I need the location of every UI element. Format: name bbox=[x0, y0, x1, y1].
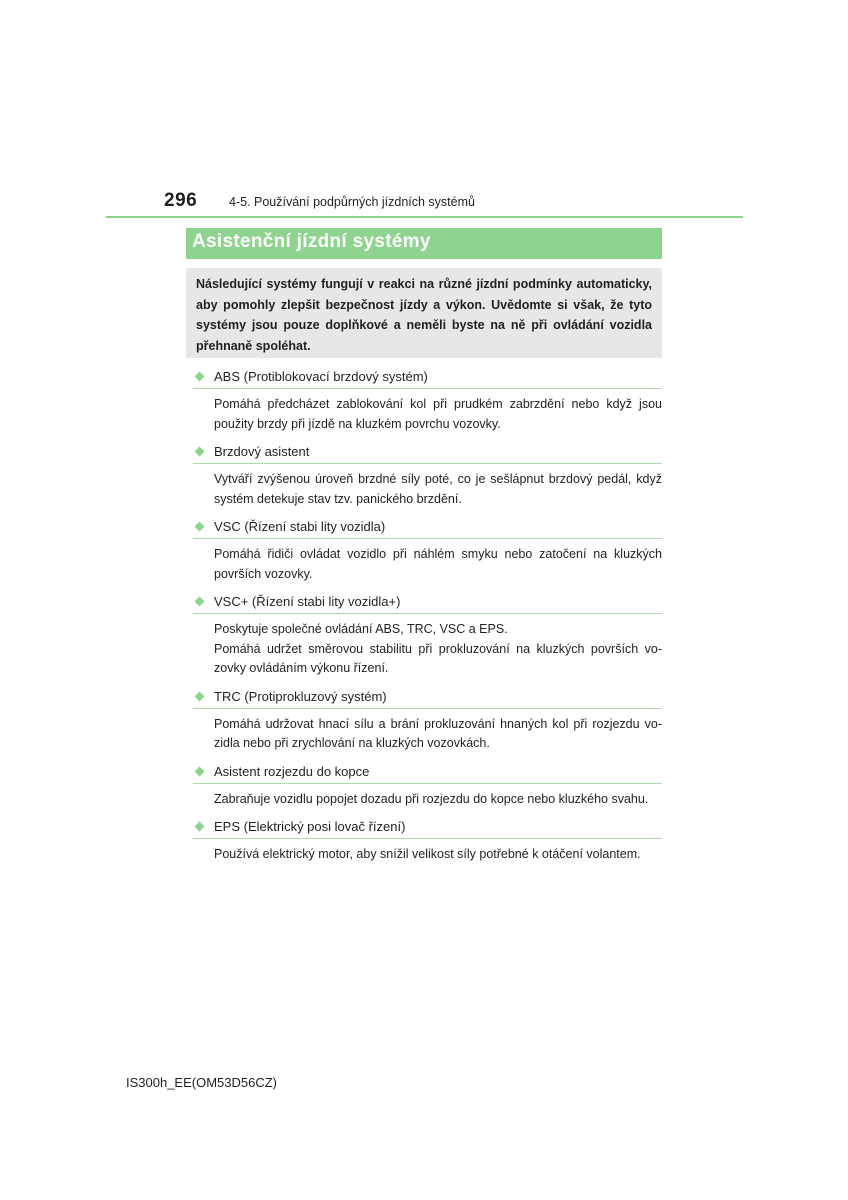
item-title: Asistent rozjezdu do kopce bbox=[214, 763, 370, 779]
intro-box: Následující systémy fungují v reakci na různé jízdní podmínky automaticky, aby pomohly zlepšit bezpečnost jízdy a výkon. Uvědomte si však, že tyto systémy jsou pouze doplňkové a neměli byste na ně při ovládání vozidla přehnaně spoléhat. bbox=[186, 268, 662, 358]
diamond-icon bbox=[195, 372, 205, 382]
item-title: TRC (Protiprokluzový systém) bbox=[214, 688, 387, 704]
list-item bbox=[193, 686, 662, 754]
diamond-icon bbox=[195, 522, 205, 532]
description-paragraph: Zabraňuje vozidlu popojet dozadu při rozjezdu do kopce nebo kluzkého svahu. bbox=[214, 791, 649, 806]
item-title: ABS (Protiblokovací brzdový systém) bbox=[214, 369, 428, 384]
item-heading bbox=[193, 816, 662, 839]
item-description bbox=[193, 614, 662, 679]
item-title: EPS (Elektrický posi lovač řízení) bbox=[214, 819, 406, 834]
item-description bbox=[193, 709, 662, 754]
description-paragraph: Vytváří zvýšenou úroveň brzdné síly poté, co je sešlápnut brzdový pedál, když systém detekuje stav tzv. panického brzdění. bbox=[214, 472, 662, 506]
list-item bbox=[193, 591, 662, 679]
description-paragraph: Pomáhá řidiči ovládat vozidlo při náhlém smyku nebo zatočení na kluzkých površích vozovky. bbox=[214, 547, 662, 581]
item-title: VSC (Řízení stabi lity vozidla) bbox=[214, 519, 386, 534]
item-title: Brzdový asistent bbox=[214, 444, 310, 459]
title-bar bbox=[186, 228, 662, 259]
page-title: Asistenční jízdní systémy bbox=[192, 231, 431, 252]
list-item bbox=[193, 441, 662, 509]
item-heading bbox=[193, 591, 662, 614]
list-item bbox=[193, 816, 662, 865]
section-title: 4-5. Používání podpůrných jízdních systémů bbox=[229, 195, 475, 209]
item-heading bbox=[193, 366, 662, 389]
diamond-icon bbox=[195, 691, 205, 701]
item-title: VSC+ (Řízení stabi lity vozidla+) bbox=[214, 594, 401, 609]
description-paragraph: Pomáhá předcházet zablokování kol při prudkém zabrzdění nebo když jsou použity brzdy při jízdě na kluzkém povrchu vozovky. bbox=[214, 397, 662, 431]
description-paragraph: Poskytuje společné ovládání ABS, TRC, VSC a EPS. bbox=[214, 622, 508, 636]
diamond-icon bbox=[195, 822, 205, 832]
item-description bbox=[193, 539, 662, 584]
item-heading bbox=[193, 441, 662, 464]
diamond-icon bbox=[195, 766, 205, 776]
page-header bbox=[106, 188, 743, 218]
item-description bbox=[193, 839, 662, 865]
list-item bbox=[193, 366, 662, 434]
item-description bbox=[193, 389, 662, 434]
diamond-icon bbox=[195, 597, 205, 607]
description-paragraph: Pomáhá udržet směrovou stabilitu při prokluzování na kluzkých površích vozovky ovládáním výkonu řízení. bbox=[214, 641, 662, 675]
item-heading bbox=[193, 516, 662, 539]
list-item bbox=[193, 516, 662, 584]
page-number: 296 bbox=[164, 190, 198, 211]
footer-code: IS300h_EE(OM53D56CZ) bbox=[126, 1075, 278, 1090]
item-heading bbox=[193, 686, 662, 709]
description-paragraph: Pomáhá udržovat hnací sílu a brání prokluzování hnaných kol při rozjezdu vozidla nebo při zrychlování na kluzkých vozovkách. bbox=[214, 716, 662, 750]
item-description bbox=[193, 464, 662, 509]
list-item bbox=[193, 761, 662, 810]
diamond-icon bbox=[195, 447, 205, 457]
description-paragraph: Používá elektrický motor, aby snížil velikost síly potřebné k otáčení volantem. bbox=[214, 847, 641, 861]
item-heading bbox=[193, 761, 662, 784]
system-list bbox=[193, 366, 662, 865]
item-description bbox=[193, 784, 662, 810]
